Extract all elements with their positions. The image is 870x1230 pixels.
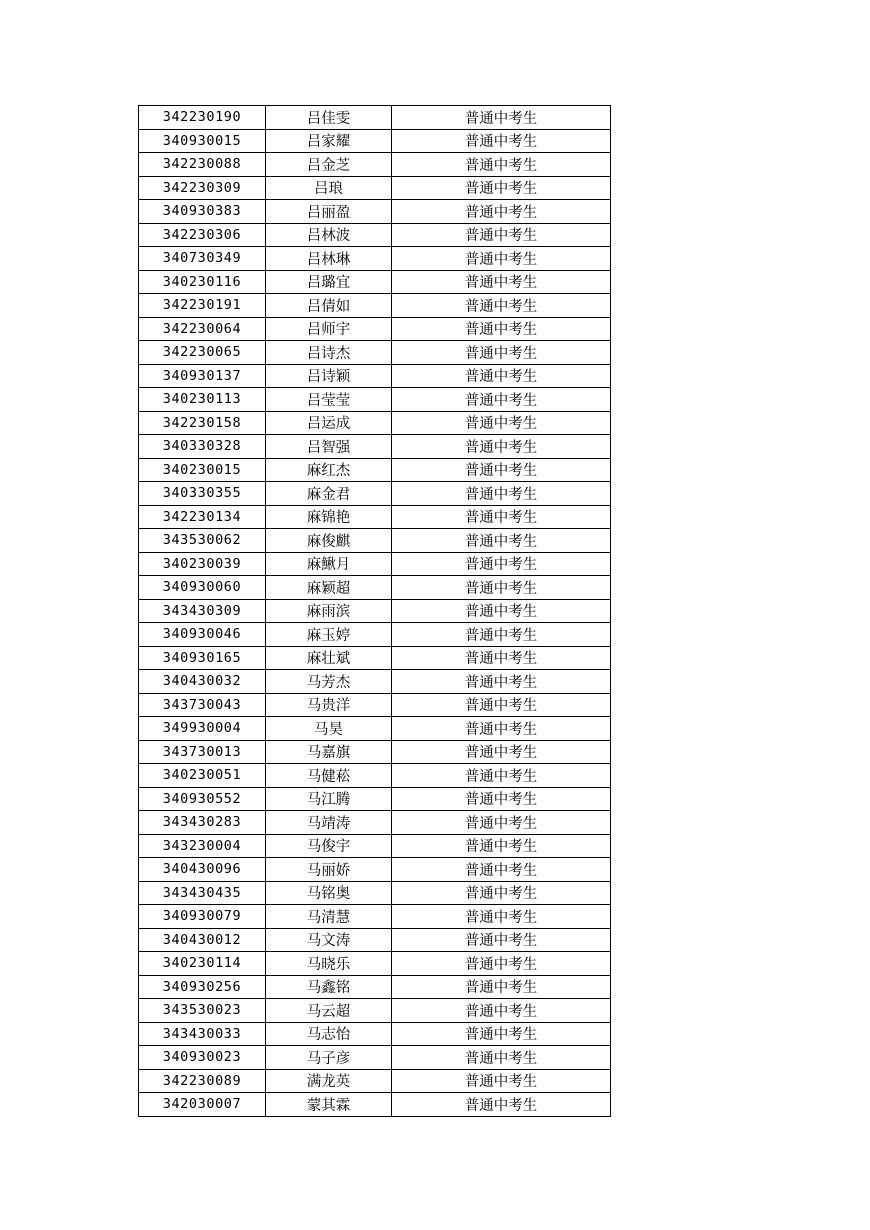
student-type-cell: 普通中考生 [392,505,611,529]
student-name-cell: 吕智强 [266,435,392,459]
table-row [139,223,611,247]
student-type-cell: 普通中考生 [392,975,611,999]
student-name-cell: 马鑫铭 [266,975,392,999]
exam-id-cell: 342230064 [139,317,266,341]
table-row [139,458,611,482]
table-row [139,858,611,882]
exam-id-cell: 340230051 [139,764,266,788]
table-row [139,270,611,294]
table-row [139,623,611,647]
table-row [139,247,611,271]
student-name-cell: 吕诗杰 [266,341,392,365]
student-type-cell: 普通中考生 [392,834,611,858]
student-type-cell: 普通中考生 [392,153,611,177]
student-type-cell: 普通中考生 [392,787,611,811]
table-row [139,1069,611,1093]
student-type-cell: 普通中考生 [392,176,611,200]
exam-id-cell: 340730349 [139,247,266,271]
table-row [139,811,611,835]
student-type-cell: 普通中考生 [392,341,611,365]
student-name-cell: 马芳杰 [266,670,392,694]
student-name-cell: 吕家耀 [266,129,392,153]
exam-id-cell: 342230190 [139,106,266,130]
student-name-cell: 吕林琳 [266,247,392,271]
table-row [139,599,611,623]
student-type-cell: 普通中考生 [392,623,611,647]
table-row [139,881,611,905]
exam-id-cell: 343430033 [139,1022,266,1046]
student-name-cell: 麻壮斌 [266,646,392,670]
student-type-cell: 普通中考生 [392,811,611,835]
exam-id-cell: 340930256 [139,975,266,999]
student-name-cell: 麻雨滨 [266,599,392,623]
student-type-cell: 普通中考生 [392,905,611,929]
student-name-cell: 吕莹莹 [266,388,392,412]
student-type-cell: 普通中考生 [392,928,611,952]
student-type-cell: 普通中考生 [392,1046,611,1070]
table-row [139,435,611,459]
table-row [139,176,611,200]
table-row [139,200,611,224]
student-name-cell: 麻鰍月 [266,552,392,576]
exam-id-cell: 340230116 [139,270,266,294]
exam-id-cell: 343230004 [139,834,266,858]
student-type-cell: 普通中考生 [392,717,611,741]
table-row [139,764,611,788]
exam-id-cell: 340230039 [139,552,266,576]
table-row [139,529,611,553]
table-row [139,576,611,600]
student-name-cell: 马云超 [266,999,392,1023]
table-row [139,834,611,858]
student-name-cell: 麻锦艳 [266,505,392,529]
student-type-cell: 普通中考生 [392,294,611,318]
table-row [139,999,611,1023]
exam-id-cell: 342230309 [139,176,266,200]
table-row [139,1046,611,1070]
student-name-cell: 吕璐宜 [266,270,392,294]
exam-id-cell: 340930383 [139,200,266,224]
student-type-cell: 普通中考生 [392,458,611,482]
table-row [139,552,611,576]
student-type-cell: 普通中考生 [392,1093,611,1117]
student-name-cell: 马俊宇 [266,834,392,858]
student-type-cell: 普通中考生 [392,482,611,506]
exam-id-cell: 340930015 [139,129,266,153]
student-type-cell: 普通中考生 [392,106,611,130]
exam-id-cell: 340930046 [139,623,266,647]
exam-id-cell: 343430435 [139,881,266,905]
student-type-cell: 普通中考生 [392,435,611,459]
student-type-cell: 普通中考生 [392,317,611,341]
table-row [139,388,611,412]
exam-id-cell: 342230134 [139,505,266,529]
exam-id-cell: 342230158 [139,411,266,435]
student-name-cell: 蒙其霖 [266,1093,392,1117]
exam-id-cell: 340930079 [139,905,266,929]
student-type-cell: 普通中考生 [392,670,611,694]
student-name-cell: 麻俊麒 [266,529,392,553]
student-type-cell: 普通中考生 [392,411,611,435]
student-type-cell: 普通中考生 [392,529,611,553]
table-row [139,717,611,741]
exam-id-cell: 342230088 [139,153,266,177]
student-name-cell: 吕琅 [266,176,392,200]
table-row [139,693,611,717]
table-row [139,482,611,506]
student-type-cell: 普通中考生 [392,858,611,882]
student-type-cell: 普通中考生 [392,999,611,1023]
student-name-cell: 马子彦 [266,1046,392,1070]
table-row [139,928,611,952]
table-row [139,787,611,811]
table-row [139,1022,611,1046]
exam-id-cell: 340230113 [139,388,266,412]
exam-id-cell: 340430032 [139,670,266,694]
student-name-cell: 麻红杰 [266,458,392,482]
student-name-cell: 吕佳雯 [266,106,392,130]
student-name-cell: 吕倩如 [266,294,392,318]
exam-id-cell: 342230306 [139,223,266,247]
table-row [139,1093,611,1117]
student-name-cell: 马晓乐 [266,952,392,976]
exam-id-cell: 340930060 [139,576,266,600]
student-name-cell: 麻玉婷 [266,623,392,647]
exam-id-cell: 343530023 [139,999,266,1023]
exam-id-cell: 342230065 [139,341,266,365]
table-row [139,740,611,764]
student-type-cell: 普通中考生 [392,129,611,153]
roster-table-body [139,106,611,1117]
student-type-cell: 普通中考生 [392,388,611,412]
student-type-cell: 普通中考生 [392,223,611,247]
table-row [139,294,611,318]
student-name-cell: 马嘉旗 [266,740,392,764]
student-type-cell: 普通中考生 [392,646,611,670]
student-roster-table [138,105,611,1117]
student-name-cell: 马志怡 [266,1022,392,1046]
student-type-cell: 普通中考生 [392,599,611,623]
student-name-cell: 吕师宇 [266,317,392,341]
student-type-cell: 普通中考生 [392,247,611,271]
exam-id-cell: 342030007 [139,1093,266,1117]
student-type-cell: 普通中考生 [392,200,611,224]
student-name-cell: 麻颖超 [266,576,392,600]
exam-id-cell: 340930023 [139,1046,266,1070]
table-row [139,364,611,388]
student-name-cell: 马江腾 [266,787,392,811]
student-name-cell: 满龙英 [266,1069,392,1093]
exam-id-cell: 343430283 [139,811,266,835]
student-name-cell: 马清慧 [266,905,392,929]
exam-id-cell: 349930004 [139,717,266,741]
student-name-cell: 吕金芝 [266,153,392,177]
table-row [139,505,611,529]
student-name-cell: 马健菘 [266,764,392,788]
table-row [139,952,611,976]
student-name-cell: 马文涛 [266,928,392,952]
exam-id-cell: 343430309 [139,599,266,623]
table-row [139,317,611,341]
table-row [139,411,611,435]
student-type-cell: 普通中考生 [392,552,611,576]
exam-id-cell: 343730043 [139,693,266,717]
student-type-cell: 普通中考生 [392,1069,611,1093]
exam-id-cell: 342230089 [139,1069,266,1093]
student-type-cell: 普通中考生 [392,1022,611,1046]
student-name-cell: 马铭奥 [266,881,392,905]
exam-id-cell: 343530062 [139,529,266,553]
table-row [139,905,611,929]
student-type-cell: 普通中考生 [392,576,611,600]
exam-id-cell: 340930165 [139,646,266,670]
student-name-cell: 马丽娇 [266,858,392,882]
exam-id-cell: 340230015 [139,458,266,482]
student-name-cell: 吕林波 [266,223,392,247]
student-type-cell: 普通中考生 [392,881,611,905]
table-row [139,106,611,130]
student-type-cell: 普通中考生 [392,693,611,717]
exam-id-cell: 340230114 [139,952,266,976]
exam-id-cell: 342230191 [139,294,266,318]
student-name-cell: 马靖涛 [266,811,392,835]
student-type-cell: 普通中考生 [392,740,611,764]
student-name-cell: 麻金君 [266,482,392,506]
table-row [139,129,611,153]
exam-id-cell: 340330355 [139,482,266,506]
table-row [139,341,611,365]
student-type-cell: 普通中考生 [392,270,611,294]
student-name-cell: 马贵洋 [266,693,392,717]
exam-id-cell: 340930137 [139,364,266,388]
exam-id-cell: 340430012 [139,928,266,952]
student-name-cell: 吕诗颖 [266,364,392,388]
table-row [139,670,611,694]
table-row [139,153,611,177]
student-type-cell: 普通中考生 [392,364,611,388]
student-name-cell: 吕丽盈 [266,200,392,224]
student-type-cell: 普通中考生 [392,952,611,976]
exam-id-cell: 340430096 [139,858,266,882]
exam-id-cell: 340930552 [139,787,266,811]
exam-id-cell: 340330328 [139,435,266,459]
exam-id-cell: 343730013 [139,740,266,764]
student-name-cell: 吕运成 [266,411,392,435]
student-type-cell: 普通中考生 [392,764,611,788]
table-row [139,975,611,999]
student-name-cell: 马昊 [266,717,392,741]
table-row [139,646,611,670]
